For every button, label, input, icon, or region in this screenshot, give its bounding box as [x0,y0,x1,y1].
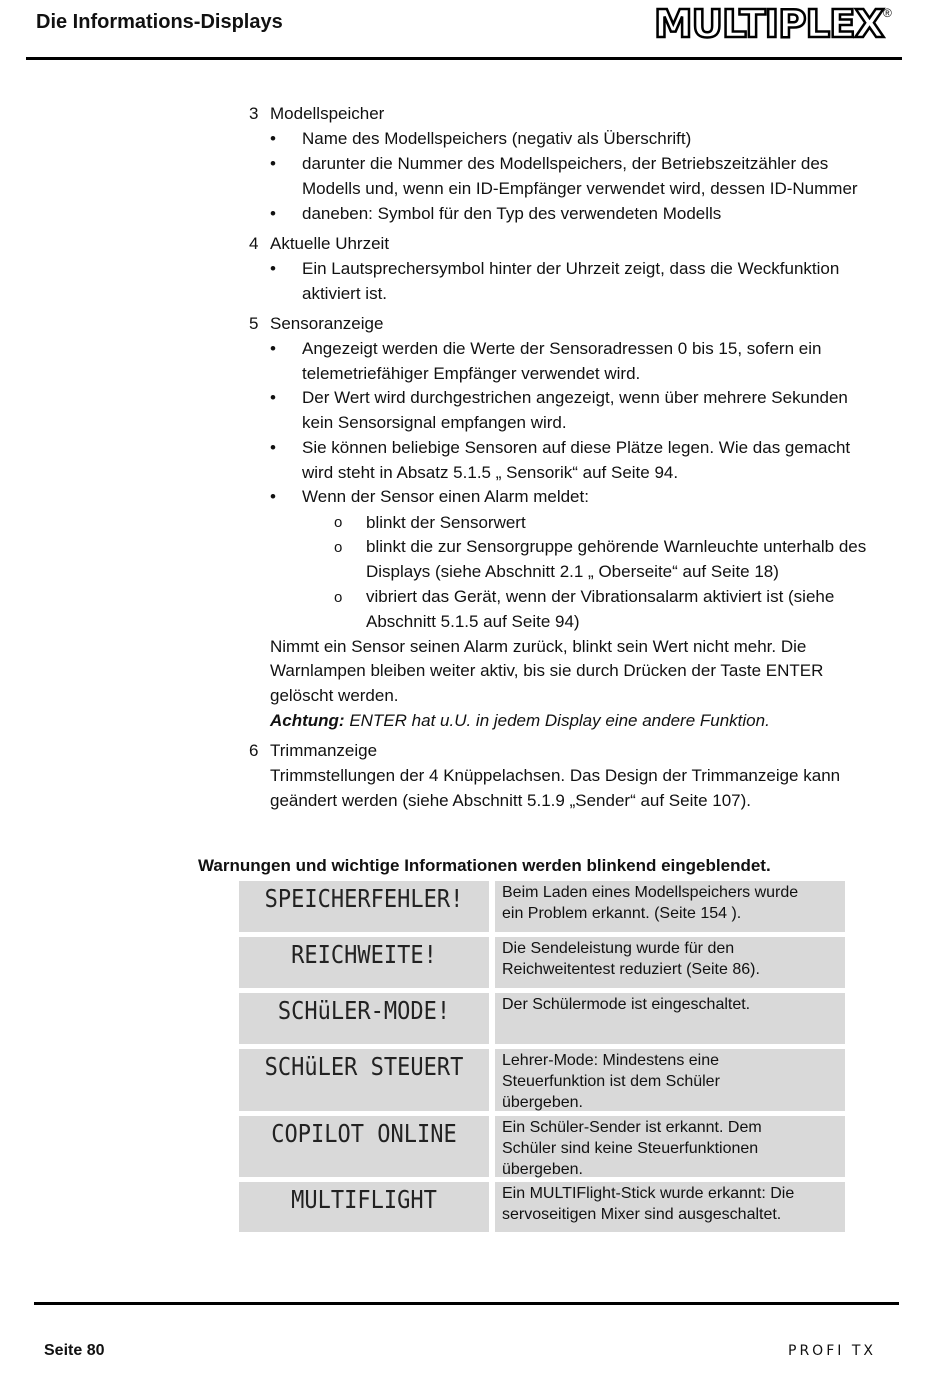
warning-display-cell [239,1049,489,1111]
warning-display-cell [239,1116,489,1177]
product-name: PROFI TX [788,1343,876,1359]
desc-line: Die Sendeleistung wurde für den [502,940,735,957]
item-title: Trimmanzeige [270,741,378,760]
bullet-text: Name des Modellspeichers (negativ als Überschrift) [302,129,692,148]
bullet-text: darunter die Nummer des Modellspeichers, der Betriebszeitzähler des [302,154,829,173]
bullet-text: Sie können beliebige Sensoren auf diese Plätze legen. Wie das gemacht [302,438,851,457]
sub-bullet-text: Displays (siehe Abschnitt 2.1 „ Oberseite“ auf Seite 18) [366,562,779,581]
bullet-text: Ein Lautsprechersymbol hinter der Uhrzeit zeigt, dass die Weckfunktion [302,259,840,278]
sub-bullet-text: blinkt die zur Sensorgruppe gehörende Warnleuchte unterhalb des [366,537,867,556]
note-line [270,710,770,732]
paragraph-line: Warnlampen bleiben weiter aktiv, bis sie durch Drücken der Taste ENTER [270,661,824,680]
item-number: 5 [249,314,259,333]
sub-bullet-icon: o [334,514,343,531]
warning-desc-cell [495,1049,845,1111]
lcd-text: COPILOT ONLINE [271,1120,457,1149]
warning-row [239,937,845,988]
sub-bullet-icon: o [334,589,343,606]
footer-rule [34,1302,899,1305]
warning-display-cell [239,881,489,932]
bullet-text: Angezeigt werden die Werte der Sensoradressen 0 bis 15, sofern ein [302,339,822,358]
desc-line: Lehrer-Mode: Mindestens eine [502,1052,720,1069]
bullet-text: Modells und, wenn ein ID-Empfänger verwendet wird, dessen ID-Nummer [302,179,858,198]
warning-description [502,1050,842,1113]
warning-desc-cell [495,937,845,988]
page-number: Seite 80 [44,1342,105,1359]
warning-display-cell [239,1182,489,1232]
registered-mark: ® [883,6,892,20]
warning-row [239,1049,845,1111]
desc-line: Reichweitentest reduziert (Seite 86). [502,961,760,978]
bullet-text: wird steht in Absatz 5.1.5 „ Sensorik“ auf Seite 94. [302,463,679,482]
warning-description [502,994,842,1015]
warning-row [239,993,845,1044]
lcd-text: MULTIFLIGHT [291,1186,437,1215]
multiplex-logo: MULTIPLEX [654,2,884,46]
warning-description [502,1183,842,1225]
warning-description [502,882,842,924]
bullet-icon: • [270,487,276,506]
warning-row [239,1116,845,1177]
bullet-text: telemetriefähiger Empfänger verwendet wird. [302,364,641,383]
header-rule [26,57,902,60]
item-title: Modellspeicher [270,104,385,123]
paragraph-line: Nimmt ein Sensor seinen Alarm zurück, blinkt sein Wert nicht mehr. Die [270,637,807,656]
bullet-icon: • [270,154,276,173]
desc-line: Steuerfunktion ist dem Schüler [502,1073,720,1090]
bullet-icon: • [270,129,276,148]
page-header-title: Die Informations-Displays [36,11,283,33]
lcd-text: SCHüLER-MODE! [277,997,451,1026]
bullet-icon: • [270,204,276,223]
desc-line: Der Schülermode ist eingeschaltet. [502,996,751,1013]
lcd-text: REICHWEITE! [291,941,437,970]
paragraph-line: geändert werden (siehe Abschnitt 5.1.9 „Sender“ auf Seite 107). [270,791,752,810]
item-number: 3 [249,104,259,123]
warning-display-cell [239,993,489,1044]
warning-desc-cell [495,1182,845,1232]
lcd-text: SPEICHERFEHLER! [264,885,464,914]
warning-row [239,881,845,932]
lcd-text: SCHüLER STEUERT [264,1053,464,1082]
bullet-icon: • [270,438,276,457]
bullet-icon: • [270,339,276,358]
item-title: Aktuelle Uhrzeit [270,234,390,253]
note-label: Achtung: [270,711,345,730]
desc-line: Ein Schüler-Sender ist erkannt. Dem [502,1119,762,1136]
note-text: ENTER hat u.U. in jedem Display eine andere Funktion. [344,711,770,730]
warning-desc-cell [495,1116,845,1177]
bullet-icon: • [270,259,276,278]
sub-bullet-text: vibriert das Gerät, wenn der Vibrationsalarm aktiviert ist (siehe [366,587,835,606]
warning-row [239,1182,845,1232]
bullet-text: Der Wert wird durchgestrichen angezeigt, wenn über mehrere Sekunden [302,388,848,407]
warning-desc-cell [495,881,845,932]
bullet-text: Wenn der Sensor einen Alarm meldet: [302,487,589,506]
warning-description [502,938,842,980]
desc-line: Schüler sind keine Steuerfunktionen [502,1140,759,1157]
desc-line: ein Problem erkannt. (Seite 154 ). [502,905,742,922]
sub-bullet-text: blinkt der Sensorwert [366,513,526,532]
desc-line: Beim Laden eines Modellspeichers wurde [502,884,799,901]
bullet-text: kein Sensorsignal empfangen wird. [302,413,567,432]
warning-description [502,1117,842,1180]
bullet-icon: • [270,388,276,407]
paragraph-line: gelöscht werden. [270,686,399,705]
warning-desc-cell [495,993,845,1044]
sub-bullet-icon: o [334,539,343,556]
item-title: Sensoranzeige [270,314,384,333]
desc-line: übergeben. [502,1161,583,1178]
desc-line: übergeben. [502,1094,583,1111]
item-number: 4 [249,234,259,253]
desc-line: servoseitigen Mixer sind ausgeschaltet. [502,1206,782,1223]
warnings-heading: Warnungen und wichtige Informationen werden blinkend eingeblendet. [198,856,771,875]
bullet-text: aktiviert ist. [302,284,388,303]
bullet-text: daneben: Symbol für den Typ des verwendeten Modells [302,204,722,223]
desc-line: Ein MULTIFlight-Stick wurde erkannt: Die [502,1185,795,1202]
item-number: 6 [249,741,259,760]
warning-display-cell [239,937,489,988]
sub-bullet-text: Abschnitt 5.1.5 auf Seite 94) [366,612,580,631]
paragraph-line: Trimmstellungen der 4 Knüppelachsen. Das Design der Trimmanzeige kann [270,766,841,785]
